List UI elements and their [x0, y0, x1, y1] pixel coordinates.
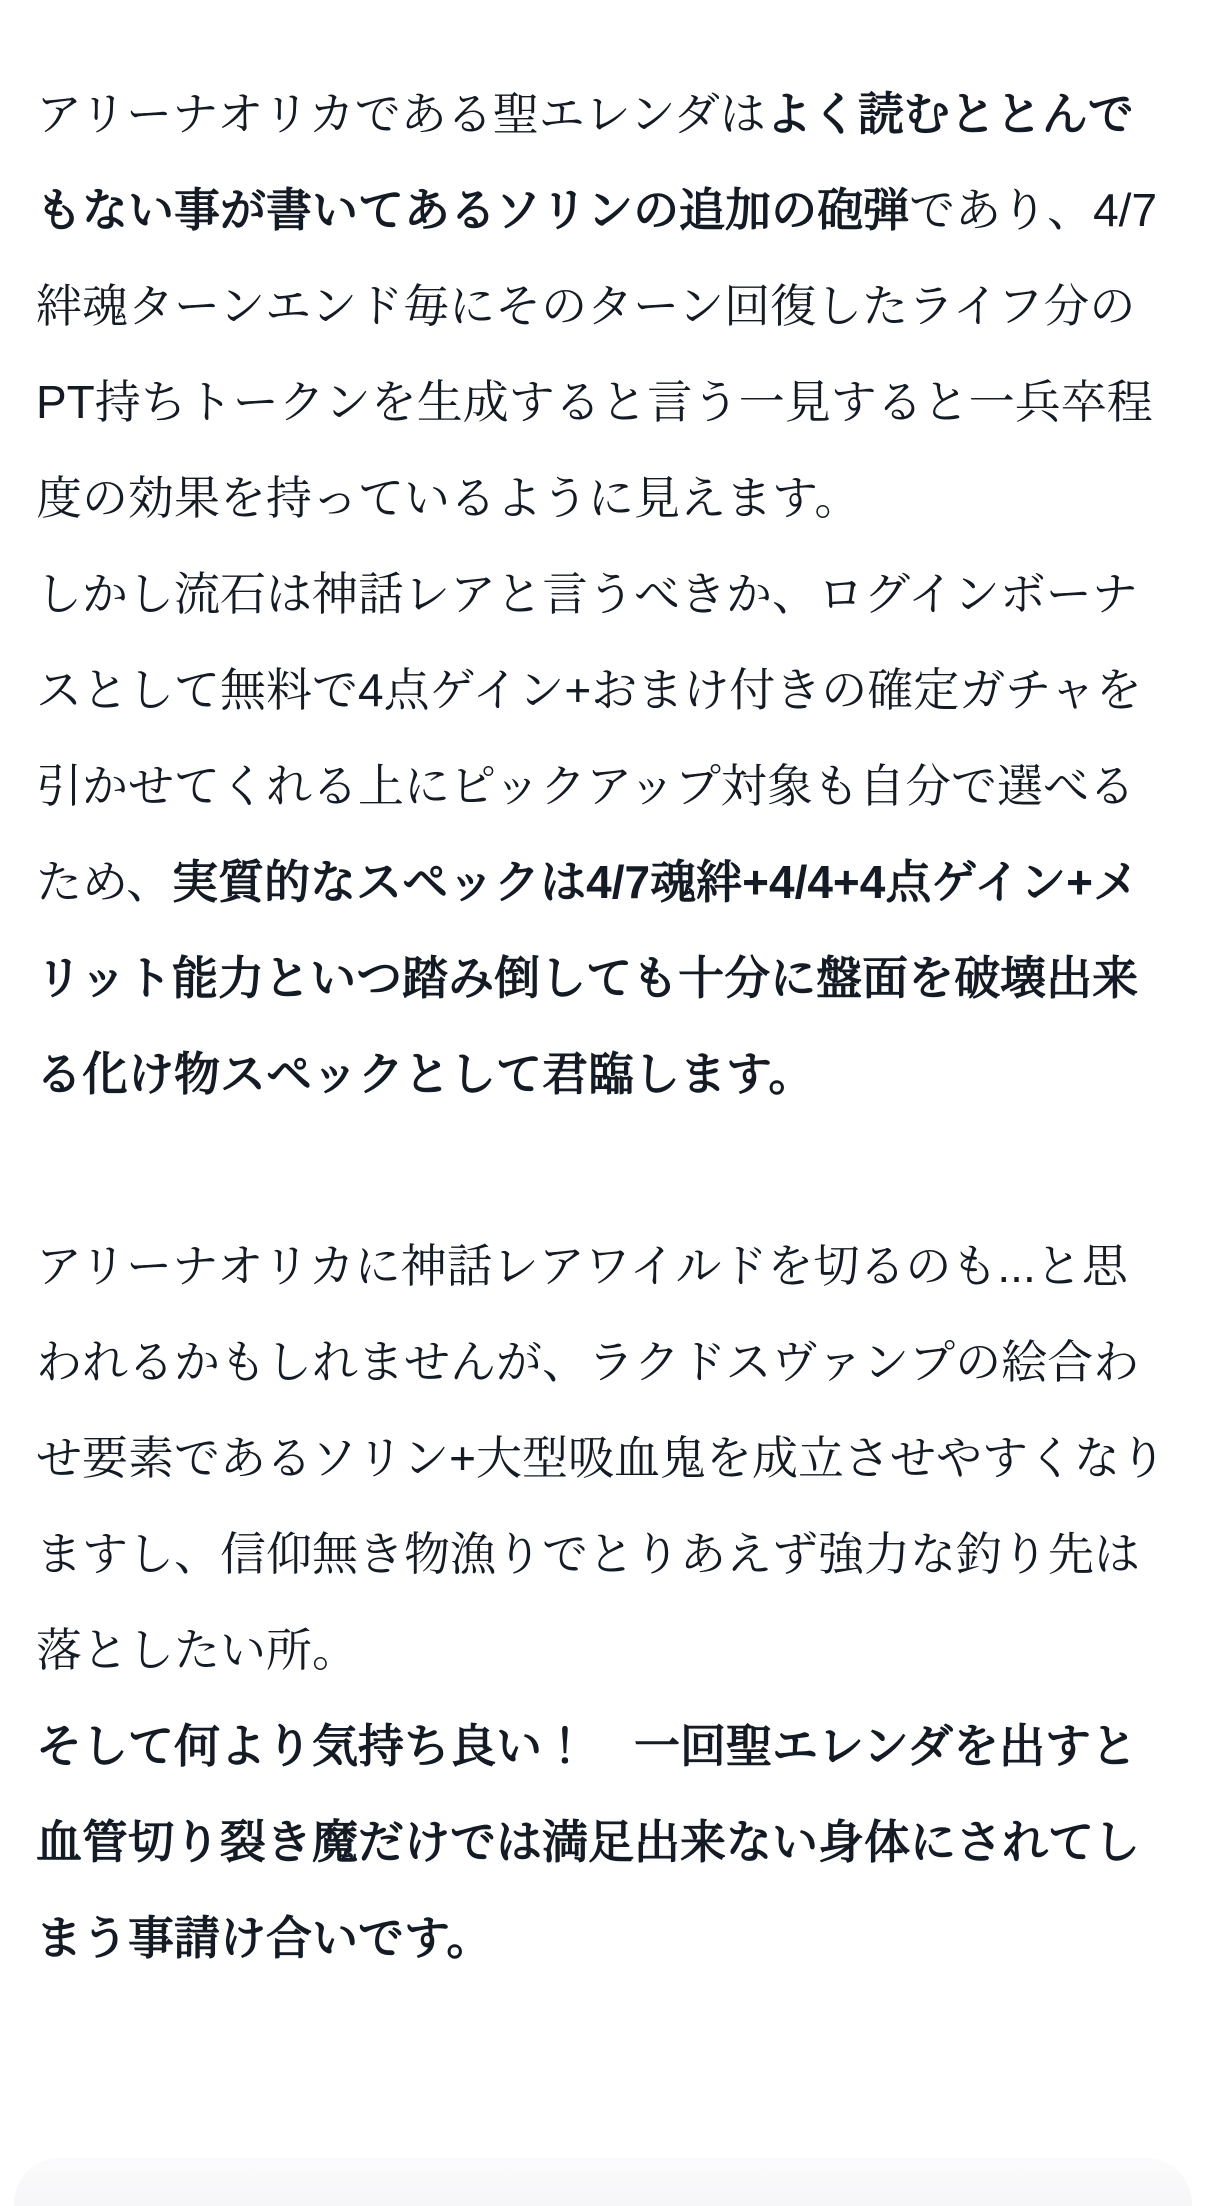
paragraph: [36, 1218, 1169, 1698]
text-run: しかし流石は神話レアと言うべきか、ログインボーナスとして無料で4点ゲイン+おまけ付きの確定ガチャを引かせてくれる上にピックアップ対象も自分で選べるため、: [36, 568, 1142, 908]
text-run: アリーナオリカに神話レアワイルドを切るのも...と思われるかもしれませんが、ラクドスヴァンプの絵合わせ要素であるソリン+大型吸血鬼を成立させやすくなりますし、信仰無き物漁りでとりあえず強力な釣り先は落としたい所。: [36, 1240, 1166, 1676]
text-run: であり、4/7絆魂ターンエンド毎にそのターン回復したライフ分のPT持ちトークンを生成すると言う一見すると一兵卒程度の効果を持っているように見えます。: [36, 184, 1158, 524]
paragraph-spacer: [36, 1122, 1169, 1218]
paragraph: [36, 546, 1169, 1122]
embedded-image-top[interactable]: [14, 2158, 1192, 2206]
paragraph: [36, 66, 1169, 546]
paragraph: [36, 1698, 1169, 1986]
bold-text-run: 実質的なスペックは4/7魂絆+4/4+4点ゲイン+メリット能力といつ踏み倒しても十分に盤面を破壊出来る化け物スペックとして君臨します。: [36, 856, 1140, 1100]
text-run: アリーナオリカである聖エレンダは: [36, 88, 766, 140]
bold-text-run: そして何より気持ち良い！ 一回聖エレンダを出すと血管切り裂き魔だけでは満足出来ない身体にされてしまう事請け合いです。: [36, 1720, 1140, 1964]
bold-text-run: よく読むととんでもない事が書いてあるソリンの追加の砲弾: [36, 88, 1134, 236]
